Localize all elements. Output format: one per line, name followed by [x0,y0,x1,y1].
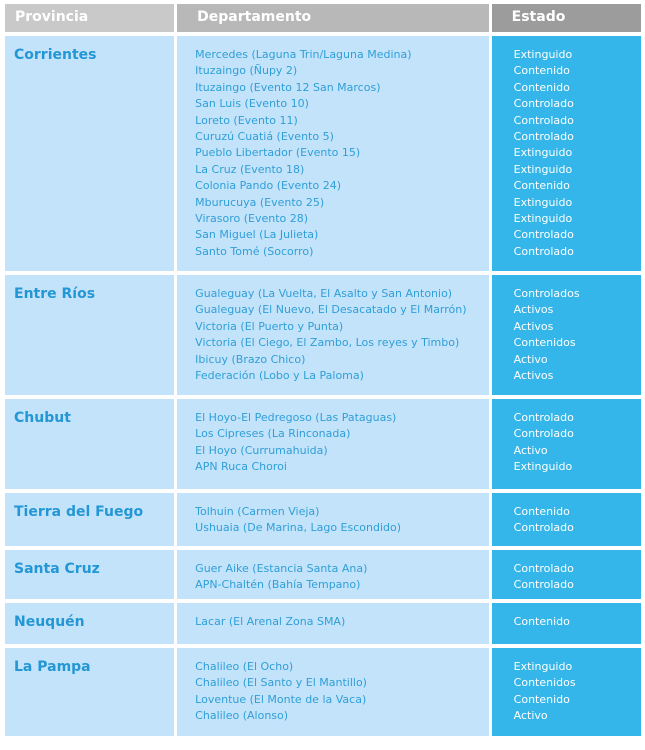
departamento-item: Loreto (Evento 11) [195,113,298,127]
departamento-item: Pueblo Libertador (Evento 15) [195,146,361,160]
header-estado: Estado [492,4,641,32]
departamento-item: Chalileo (El Santo y El Mantillo) [195,676,367,690]
estado-item: Controlados [513,287,580,300]
table-row [5,648,641,736]
estado-item: Controlado [513,244,574,258]
estado-item: Activo [513,443,548,457]
departamento-cell [177,275,489,395]
departamento-item: Mercedes (Laguna Trin/Laguna Medina) [195,48,412,61]
departamento-cell [177,550,489,599]
table-header [5,4,641,32]
estado-item: Extinguido [513,162,573,176]
estado-cell [492,275,641,395]
estado-item: Extinguido [513,195,573,209]
estado-cell [492,36,641,271]
province-cell: Corrientes [5,36,174,271]
departamento-cell [177,399,489,489]
estado-item: Contenido [513,80,570,94]
estado-item: Extinguido [513,460,573,474]
estado-item: Extinguido [513,48,573,61]
departamento-item: San Luis (Evento 10) [195,97,309,111]
table-row [5,36,641,271]
table-body [5,36,641,736]
departamento-item: Victoria (El Ciego, El Zambo, Los reyes y Timbo) [195,336,460,350]
departamento-item: Chalileo (Alonso) [195,709,289,723]
estado-item: Controlado [513,578,574,592]
departamento-item: Santo Tomé (Socorro) [195,244,314,258]
table-row [5,493,641,546]
departamento-item: Federación (Lobo y La Paloma) [195,368,364,382]
departamento-item: Curuzú Cuatiá (Evento 5) [195,129,334,143]
departamento-item: Lacar (El Arenal Zona SMA) [195,615,346,628]
departamento-item: La Cruz (Evento 18) [195,162,305,176]
estado-item: Controlado [513,562,574,575]
departamento-cell [177,493,489,546]
fires-table [5,4,641,736]
province-cell: Chubut [5,399,174,489]
estado-item: Contenido [513,179,570,193]
estado-cell [492,603,641,644]
departamento-item: Tolhuin (Carmen Vieja) [195,505,320,518]
estado-item: Contenidos [513,336,576,350]
departamento-item: San Miguel (La Julieta) [195,228,319,242]
departamento-item: Guer Aike (Estancia Santa Ana) [195,562,368,575]
departamento-item: APN-Chaltén (Bahía Tempano) [195,578,361,592]
estado-item: Activo [513,709,548,723]
departamento-cell [177,36,489,271]
estado-item: Contenido [513,64,570,78]
departamento-item: Gualeguay (El Nuevo, El Desacatado y El Marrón) [195,303,467,317]
header-departamento: Departamento [177,4,489,32]
departamento-cell [177,603,489,644]
departamento-item: Ibicuy (Brazo Chico) [195,352,306,366]
departamento-item: Mburucuya (Evento 25) [195,195,325,209]
estado-cell [492,550,641,599]
table-row [5,550,641,599]
departamento-item: APN Ruca Choroi [195,460,287,474]
table-row [5,275,641,395]
estado-item: Controlado [513,97,574,111]
estado-cell [492,648,641,736]
departamento-cell [177,648,489,736]
estado-item: Contenido [513,692,570,706]
estado-cell [492,493,641,546]
departamento-item: Virasoro (Evento 28) [195,211,309,225]
estado-item: Contenido [513,615,570,628]
estado-item: Activos [513,303,554,317]
departamento-item: Victoria (El Puerto y Punta) [195,319,344,333]
estado-item: Contenido [513,505,570,518]
estado-item: Controlado [513,411,574,424]
estado-item: Extinguido [513,211,573,225]
estado-item: Controlado [513,521,574,535]
estado-item: Extinguido [513,660,573,673]
departamento-item: Ituzaingo (Evento 12 San Marcos) [195,80,381,94]
estado-item: Activos [513,319,554,333]
estado-item: Controlado [513,427,574,441]
province-cell: Santa Cruz [5,550,174,599]
province-cell: Tierra del Fuego [5,493,174,546]
province-cell: Neuquén [5,603,174,644]
departamento-item: Chalileo (El Ocho) [195,660,294,673]
estado-item: Contenidos [513,676,576,690]
departamento-item: Ituzaingo (Ñupy 2) [195,64,298,78]
departamento-item: Los Cipreses (La Rinconada) [195,427,351,441]
province-cell: Entre Ríos [5,275,174,395]
province-cell: La Pampa [5,648,174,736]
estado-item: Extinguido [513,146,573,160]
departamento-item: Gualeguay (La Vuelta, El Asalto y San Antonio) [195,287,453,300]
header-provincia: Provincia [5,4,174,32]
table-row [5,399,641,489]
estado-item: Controlado [513,228,574,242]
departamento-item: Ushuaia (De Marina, Lago Escondido) [195,521,402,535]
departamento-item: El Hoyo-El Pedregoso (Las Pataguas) [195,411,397,424]
estado-item: Controlado [513,129,574,143]
table-row [5,603,641,644]
departamento-item: Colonia Pando (Evento 24) [195,179,342,193]
departamento-item: El Hoyo (Currumahuida) [195,443,328,457]
estado-cell [492,399,641,489]
estado-item: Controlado [513,113,574,127]
estado-item: Activos [513,368,554,382]
departamento-item: Loventue (El Monte de la Vaca) [195,692,367,706]
estado-item: Activo [513,352,548,366]
